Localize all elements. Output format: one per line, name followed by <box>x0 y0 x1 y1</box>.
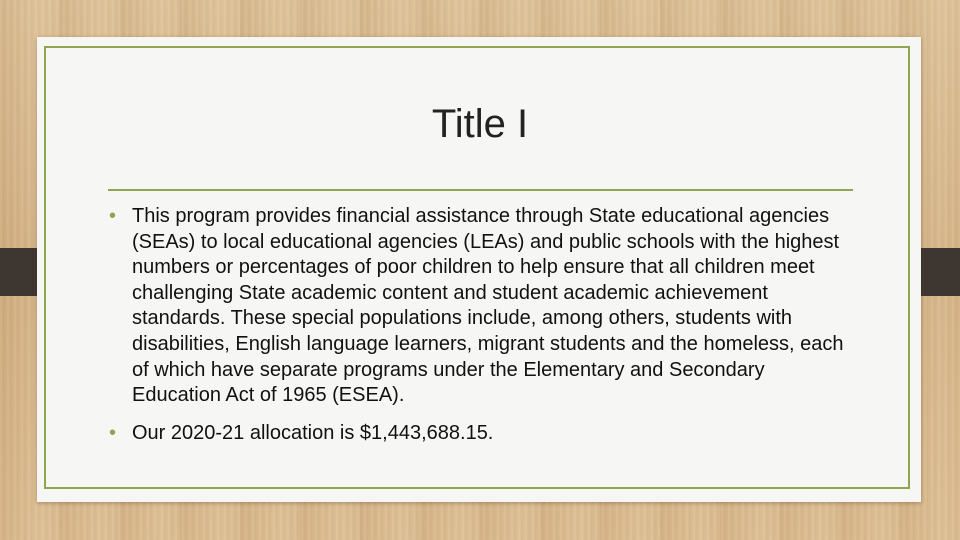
list-item <box>108 421 853 447</box>
bullet-dot-icon: • <box>109 421 117 444</box>
bullet-text: Our 2020-21 allocation is $1,443,688.15. <box>132 421 494 444</box>
bullet-text: This program provides financial assistance through State educational agencies (SEAs) to local educational agencies (LEAs) and public schools with the highest numbers or percentages of poor children to help ensure that all children meet challenging State academic content and student academic achievement standards. These special populations include, among others, students with disabilities, English language learners, migrant students and the homeless, each of which have separate programs under the Elementary and Secondary Education Act of 1965 (ESEA). <box>132 205 844 407</box>
title-divider <box>108 189 853 191</box>
list-item <box>108 204 853 409</box>
slide-title: Title I <box>431 102 529 146</box>
bullet-dot-icon: • <box>109 205 117 227</box>
bullet-list <box>108 204 853 458</box>
